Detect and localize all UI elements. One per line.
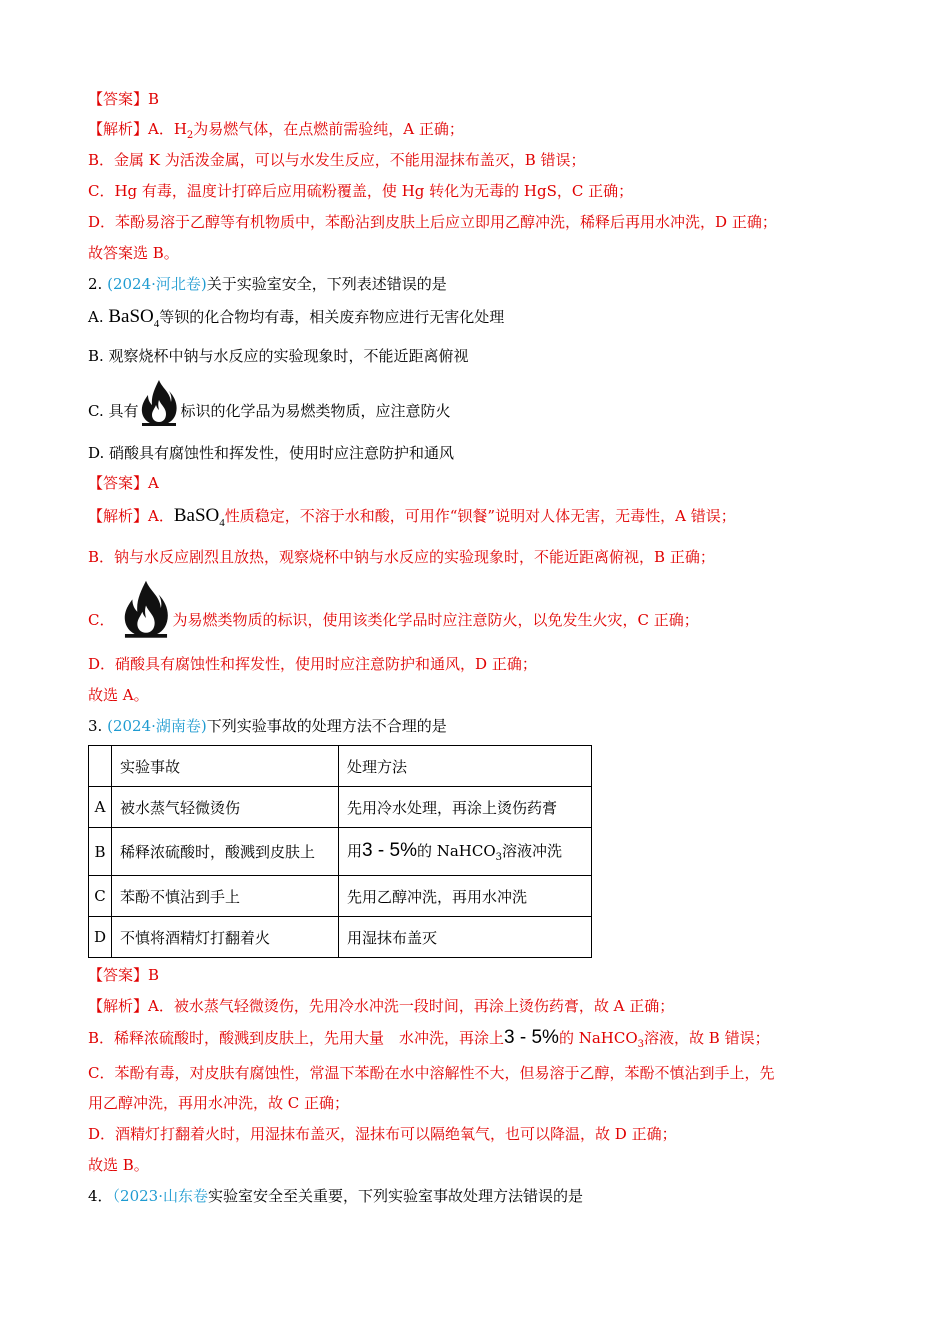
q3-explanation-b: B．稀释浓硫酸时，酸溅到皮肤上，先用大量 水冲洗，再涂上3 - 5%的 NaHCO$_3$溶液，故 B 错误； bbox=[88, 1027, 770, 1050]
q2-explanation-a: 【解析】A．BaSO$_4$性质稳定，不溶于水和酸，可用作“钡餐”说明对人体无害，无毒性，A 错误； bbox=[88, 505, 736, 529]
table-row bbox=[89, 917, 592, 958]
q2-option-b: B. 观察烧杯中钠与水反应的实验现象时，不能近距离俯视 bbox=[88, 347, 469, 365]
q3-explanation-d: D．酒精灯打翻着火时，用湿抹布盖灭，湿抹布可以隔绝氧气，也可以降温，故 D 正确； bbox=[88, 1125, 677, 1143]
q3-explanation-a: 【解析】A．被水蒸气轻微烫伤，先用冷水冲洗一段时间，再涂上烫伤药膏，故 A 正确； bbox=[88, 997, 675, 1015]
q1-explanation-a: 【解析】A．$H_2$为易燃气体，在点燃前需验纯，A 正确； bbox=[88, 120, 464, 141]
table-cell: 不慎将酒精灯打翻着火 bbox=[112, 917, 339, 958]
q2-explanation-d: D．硝酸具有腐蚀性和挥发性，使用时应注意防护和通风，D 正确； bbox=[88, 655, 537, 673]
q2-conclusion: 故选 A。 bbox=[88, 686, 149, 704]
table-cell: 先用冷水处理，再涂上烫伤药膏 bbox=[339, 787, 592, 828]
table-cell: 苯酚不慎沾到手上 bbox=[112, 876, 339, 917]
q4-stem: 4．（2023·山东卷实验室安全至关重要，下列实验室事故处理方法错误的是 bbox=[88, 1187, 584, 1205]
q2-answer: 【答案】A bbox=[88, 474, 159, 492]
table-cell: 用3 - 5%的 NaHCO$_3$溶液冲洗 bbox=[339, 828, 592, 876]
q3-explanation-c-line1: C．苯酚有毒，对皮肤有腐蚀性，常温下苯酚在水中溶解性不大，但易溶于乙醇，苯酚不慎沾到手上，先 bbox=[88, 1064, 775, 1082]
q2-explanation-b: B．钠与水反应剧烈且放热，观察烧杯中钠与水反应的实验现象时，不能近距离俯视，B 正确； bbox=[88, 548, 715, 566]
q2-option-d: D. 硝酸具有腐蚀性和挥发性，使用时应注意防护和通风 bbox=[88, 444, 455, 462]
q1-explanation-d: D．苯酚易溶于乙醇等有机物质中，苯酚沾到皮肤上后应立即用乙醇冲洗，稀释后再用水冲洗，D 正确； bbox=[88, 213, 777, 231]
q2-explanation-c: C． 为易燃类物质的标识，使用该类化学品时应注意防火，以免发生火灾，C 正确； bbox=[88, 578, 699, 664]
table-cell: 先用乙醇冲洗，再用水冲洗 bbox=[339, 876, 592, 917]
table-cell: B bbox=[89, 828, 112, 876]
q2-stem: 2. (2024·河北卷)关于实验室安全，下列表述错误的是 bbox=[88, 275, 447, 293]
table-header-cell bbox=[89, 746, 112, 787]
table-cell: C bbox=[89, 876, 112, 917]
q1-explanation-b: B．金属 K 为活泼金属，可以与水发生反应，不能用湿抹布盖灭，B 错误； bbox=[88, 151, 586, 169]
q1-explanation-c: C．Hg 有毒，温度计打碎后应用硫粉覆盖，使 Hg 转化为无毒的 HgS，C 正确； bbox=[88, 182, 634, 200]
baso4-formula-2: BaSO$_4$ bbox=[173, 505, 225, 529]
table-cell: D bbox=[89, 917, 112, 958]
table-cell: 用湿抹布盖灭 bbox=[339, 917, 592, 958]
table-cell: 被水蒸气轻微烫伤 bbox=[112, 787, 339, 828]
q3-table bbox=[88, 745, 592, 958]
table-header-row bbox=[89, 746, 592, 787]
table-cell: 稀释浓硫酸时，酸溅到皮肤上 bbox=[112, 828, 339, 876]
table-row bbox=[89, 876, 592, 917]
q2-option-c: C. 具有 标识的化学品为易燃类物质，应注意防火 bbox=[88, 378, 451, 446]
q3-explanation-c-line2: 用乙醇冲洗，再用水冲洗，故 C 正确； bbox=[88, 1094, 350, 1112]
table-row bbox=[89, 828, 592, 876]
table-header-cell: 处理方法 bbox=[339, 746, 592, 787]
q2-option-a: A. BaSO$_4$等钡的化合物均有毒，相关废弃物应进行无害化处理 bbox=[88, 306, 505, 330]
baso4-formula: BaSO$_4$ bbox=[108, 306, 160, 330]
q3-conclusion: 故选 B。 bbox=[88, 1156, 149, 1174]
q3-stem: 3. (2024·湖南卷)下列实验事故的处理方法不合理的是 bbox=[88, 717, 447, 735]
q1-conclusion: 故答案选 B。 bbox=[88, 244, 179, 262]
flammable-flame-icon-2 bbox=[120, 578, 172, 664]
table-header-cell: 实验事故 bbox=[112, 746, 339, 787]
flammable-flame-icon bbox=[138, 378, 180, 446]
table-cell: A bbox=[89, 787, 112, 828]
table-row bbox=[89, 787, 592, 828]
q3-answer: 【答案】B bbox=[88, 966, 160, 984]
q1-answer: 【答案】B bbox=[88, 90, 160, 108]
